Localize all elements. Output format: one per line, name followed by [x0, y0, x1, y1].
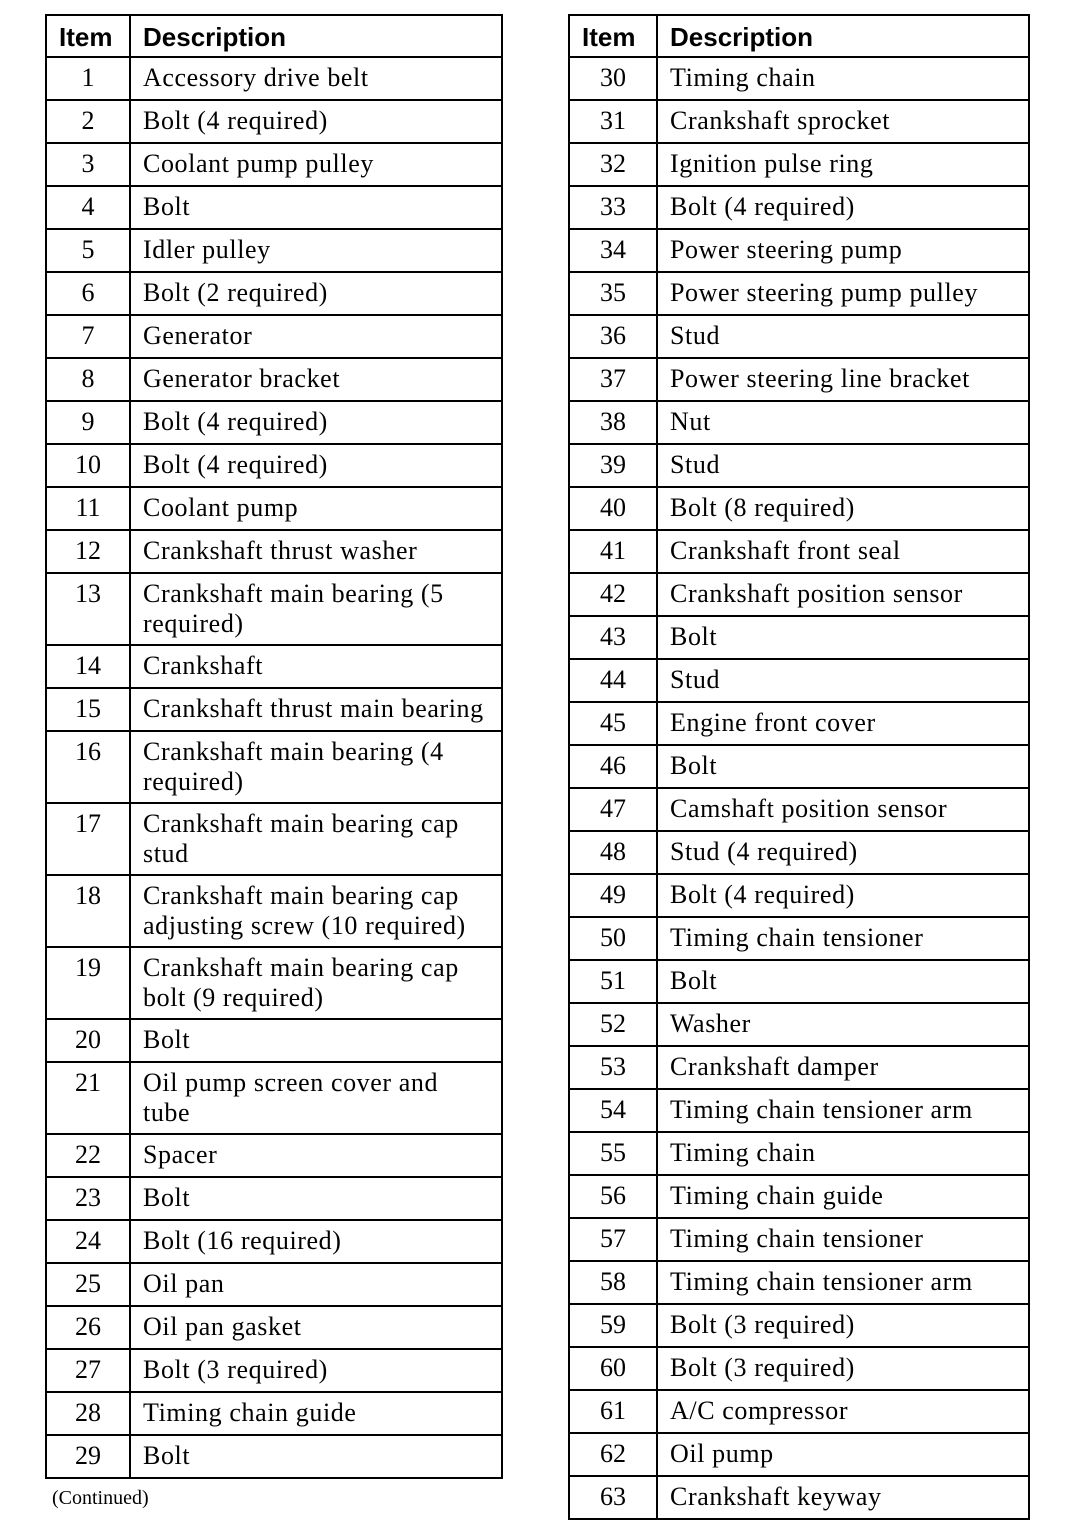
item-number: 14 — [46, 645, 130, 688]
item-number: 52 — [569, 1003, 657, 1046]
table-row — [569, 831, 1029, 874]
item-number: 41 — [569, 530, 657, 573]
item-number: 51 — [569, 960, 657, 1003]
item-description: Stud — [657, 444, 1029, 487]
item-description: Crankshaft main bearing cap stud — [130, 803, 502, 875]
table-row — [46, 1306, 502, 1349]
item-description: Bolt — [657, 745, 1029, 788]
table-row — [569, 272, 1029, 315]
table-row — [46, 358, 502, 401]
header-row — [569, 15, 1029, 57]
description-column-header: Description — [130, 15, 502, 57]
item-description: Bolt — [657, 616, 1029, 659]
item-number: 53 — [569, 1046, 657, 1089]
item-number: 15 — [46, 688, 130, 731]
table-row — [569, 401, 1029, 444]
table-row — [569, 1089, 1029, 1132]
table-row — [46, 573, 502, 645]
item-number: 22 — [46, 1134, 130, 1177]
table-row — [569, 960, 1029, 1003]
item-description: Timing chain guide — [130, 1392, 502, 1435]
table-row — [569, 143, 1029, 186]
table-row — [46, 444, 502, 487]
item-number: 30 — [569, 57, 657, 100]
table-row — [46, 530, 502, 573]
table-row — [569, 315, 1029, 358]
item-number: 8 — [46, 358, 130, 401]
parts-table-right — [568, 14, 1030, 1520]
item-number: 46 — [569, 745, 657, 788]
item-number: 57 — [569, 1218, 657, 1261]
table-row — [46, 688, 502, 731]
item-number: 17 — [46, 803, 130, 875]
item-description: Timing chain tensioner — [657, 1218, 1029, 1261]
item-number: 49 — [569, 874, 657, 917]
item-number: 18 — [46, 875, 130, 947]
table-row — [46, 1435, 502, 1478]
table-row — [569, 1261, 1029, 1304]
table-row — [46, 1019, 502, 1062]
item-column-header: Item — [46, 15, 130, 57]
item-description: Power steering pump — [657, 229, 1029, 272]
parts-table-right-body — [569, 57, 1029, 1519]
item-number: 33 — [569, 186, 657, 229]
item-description: Bolt (4 required) — [130, 100, 502, 143]
item-description: Stud (4 required) — [657, 831, 1029, 874]
table-row — [569, 616, 1029, 659]
item-description: Stud — [657, 315, 1029, 358]
item-number: 62 — [569, 1433, 657, 1476]
item-number: 9 — [46, 401, 130, 444]
item-description: Bolt (4 required) — [130, 401, 502, 444]
item-number: 21 — [46, 1062, 130, 1134]
item-number: 7 — [46, 315, 130, 358]
item-description: Generator — [130, 315, 502, 358]
item-number: 12 — [46, 530, 130, 573]
item-description: Crankshaft damper — [657, 1046, 1029, 1089]
item-description: Crankshaft position sensor — [657, 573, 1029, 616]
table-row — [569, 229, 1029, 272]
item-number: 50 — [569, 917, 657, 960]
table-row — [569, 358, 1029, 401]
table-row — [569, 1175, 1029, 1218]
item-description: Bolt — [130, 1019, 502, 1062]
item-description: Oil pump — [657, 1433, 1029, 1476]
table-row — [569, 186, 1029, 229]
item-number: 13 — [46, 573, 130, 645]
table-row — [569, 573, 1029, 616]
item-column-header: Item — [569, 15, 657, 57]
item-description: Crankshaft main bearing cap bolt (9 required) — [130, 947, 502, 1019]
item-description: Crankshaft keyway — [657, 1476, 1029, 1519]
item-number: 45 — [569, 702, 657, 745]
item-number: 5 — [46, 229, 130, 272]
item-description: Engine front cover — [657, 702, 1029, 745]
item-description: Crankshaft thrust main bearing — [130, 688, 502, 731]
table-row — [46, 731, 502, 803]
table-row — [46, 1392, 502, 1435]
table-row — [46, 875, 502, 947]
item-number: 58 — [569, 1261, 657, 1304]
item-number: 16 — [46, 731, 130, 803]
item-number: 3 — [46, 143, 130, 186]
table-row — [569, 1046, 1029, 1089]
item-number: 24 — [46, 1220, 130, 1263]
description-column-header: Description — [657, 15, 1029, 57]
table-row — [569, 659, 1029, 702]
item-number: 48 — [569, 831, 657, 874]
item-number: 29 — [46, 1435, 130, 1478]
item-number: 23 — [46, 1177, 130, 1220]
item-description: Bolt (4 required) — [657, 186, 1029, 229]
item-description: Power steering pump pulley — [657, 272, 1029, 315]
item-number: 11 — [46, 487, 130, 530]
table-row — [569, 530, 1029, 573]
item-description: Bolt (3 required) — [130, 1349, 502, 1392]
item-description: Bolt — [130, 1435, 502, 1478]
item-number: 27 — [46, 1349, 130, 1392]
item-number: 20 — [46, 1019, 130, 1062]
item-number: 56 — [569, 1175, 657, 1218]
item-description: Bolt — [657, 960, 1029, 1003]
item-number: 59 — [569, 1304, 657, 1347]
item-description: Oil pan gasket — [130, 1306, 502, 1349]
table-row — [46, 1220, 502, 1263]
item-description: Coolant pump pulley — [130, 143, 502, 186]
item-description: Accessory drive belt — [130, 57, 502, 100]
table-row — [46, 229, 502, 272]
table-row — [569, 1003, 1029, 1046]
table-row — [569, 745, 1029, 788]
item-number: 38 — [569, 401, 657, 444]
table-row — [569, 100, 1029, 143]
item-number: 28 — [46, 1392, 130, 1435]
item-description: Bolt (16 required) — [130, 1220, 502, 1263]
table-row — [569, 57, 1029, 100]
table-row — [569, 788, 1029, 831]
item-description: Bolt (3 required) — [657, 1347, 1029, 1390]
item-number: 6 — [46, 272, 130, 315]
item-number: 32 — [569, 143, 657, 186]
table-row — [569, 702, 1029, 745]
item-description: Crankshaft — [130, 645, 502, 688]
table-row — [569, 1347, 1029, 1390]
item-description: Timing chain tensioner — [657, 917, 1029, 960]
item-number: 39 — [569, 444, 657, 487]
item-description: Bolt (2 required) — [130, 272, 502, 315]
item-description: Timing chain — [657, 57, 1029, 100]
item-number: 54 — [569, 1089, 657, 1132]
item-description: Washer — [657, 1003, 1029, 1046]
item-description: Timing chain tensioner arm — [657, 1261, 1029, 1304]
item-number: 2 — [46, 100, 130, 143]
item-number: 63 — [569, 1476, 657, 1519]
item-description: Coolant pump — [130, 487, 502, 530]
item-description: Oil pan — [130, 1263, 502, 1306]
table-row — [569, 444, 1029, 487]
table-row — [46, 1349, 502, 1392]
table-row — [46, 1134, 502, 1177]
table-row — [46, 57, 502, 100]
item-number: 61 — [569, 1390, 657, 1433]
table-row — [46, 272, 502, 315]
item-number: 36 — [569, 315, 657, 358]
header-row — [46, 15, 502, 57]
table-row — [46, 143, 502, 186]
table-row — [46, 315, 502, 358]
table-row — [569, 1476, 1029, 1519]
table-row — [569, 487, 1029, 530]
item-number: 43 — [569, 616, 657, 659]
item-number: 1 — [46, 57, 130, 100]
item-number: 25 — [46, 1263, 130, 1306]
item-description: Nut — [657, 401, 1029, 444]
item-description: Timing chain guide — [657, 1175, 1029, 1218]
item-number: 47 — [569, 788, 657, 831]
item-number: 35 — [569, 272, 657, 315]
table-row — [46, 100, 502, 143]
table-row — [46, 401, 502, 444]
item-description: Spacer — [130, 1134, 502, 1177]
item-description: Crankshaft main bearing (5 required) — [130, 573, 502, 645]
item-description: Bolt (4 required) — [657, 874, 1029, 917]
item-number: 44 — [569, 659, 657, 702]
item-description: A/C compressor — [657, 1390, 1029, 1433]
item-number: 37 — [569, 358, 657, 401]
item-description: Timing chain tensioner arm — [657, 1089, 1029, 1132]
table-row — [569, 1390, 1029, 1433]
item-number: 40 — [569, 487, 657, 530]
table-row — [46, 487, 502, 530]
item-number: 4 — [46, 186, 130, 229]
table-row — [46, 1062, 502, 1134]
item-description: Oil pump screen cover and tube — [130, 1062, 502, 1134]
item-description: Generator bracket — [130, 358, 502, 401]
item-description: Bolt — [130, 186, 502, 229]
table-row — [46, 1263, 502, 1306]
item-description: Timing chain — [657, 1132, 1029, 1175]
table-row — [569, 917, 1029, 960]
table-row — [569, 1304, 1029, 1347]
table-row — [46, 947, 502, 1019]
item-description: Bolt (3 required) — [657, 1304, 1029, 1347]
item-description: Stud — [657, 659, 1029, 702]
table-row — [46, 1177, 502, 1220]
table-row — [569, 1132, 1029, 1175]
table-row — [569, 874, 1029, 917]
item-number: 19 — [46, 947, 130, 1019]
item-description: Bolt (8 required) — [657, 487, 1029, 530]
table-row — [569, 1433, 1029, 1476]
item-number: 10 — [46, 444, 130, 487]
item-description: Crankshaft front seal — [657, 530, 1029, 573]
item-description: Bolt (4 required) — [130, 444, 502, 487]
item-description: Crankshaft sprocket — [657, 100, 1029, 143]
item-number: 34 — [569, 229, 657, 272]
item-number: 60 — [569, 1347, 657, 1390]
item-description: Crankshaft main bearing cap adjusting screw (10 required) — [130, 875, 502, 947]
table-row — [569, 1218, 1029, 1261]
item-number: 55 — [569, 1132, 657, 1175]
item-number: 26 — [46, 1306, 130, 1349]
table-row — [46, 186, 502, 229]
item-number: 42 — [569, 573, 657, 616]
parts-table-left-body — [46, 57, 502, 1478]
table-row — [46, 803, 502, 875]
item-number: 31 — [569, 100, 657, 143]
item-description: Ignition pulse ring — [657, 143, 1029, 186]
item-description: Idler pulley — [130, 229, 502, 272]
parts-table-left — [45, 14, 503, 1479]
item-description: Crankshaft thrust washer — [130, 530, 502, 573]
table-row — [46, 645, 502, 688]
continued-note: (Continued) — [52, 1487, 149, 1509]
item-description: Crankshaft main bearing (4 required) — [130, 731, 502, 803]
item-description: Power steering line bracket — [657, 358, 1029, 401]
item-description: Camshaft position sensor — [657, 788, 1029, 831]
item-description: Bolt — [130, 1177, 502, 1220]
